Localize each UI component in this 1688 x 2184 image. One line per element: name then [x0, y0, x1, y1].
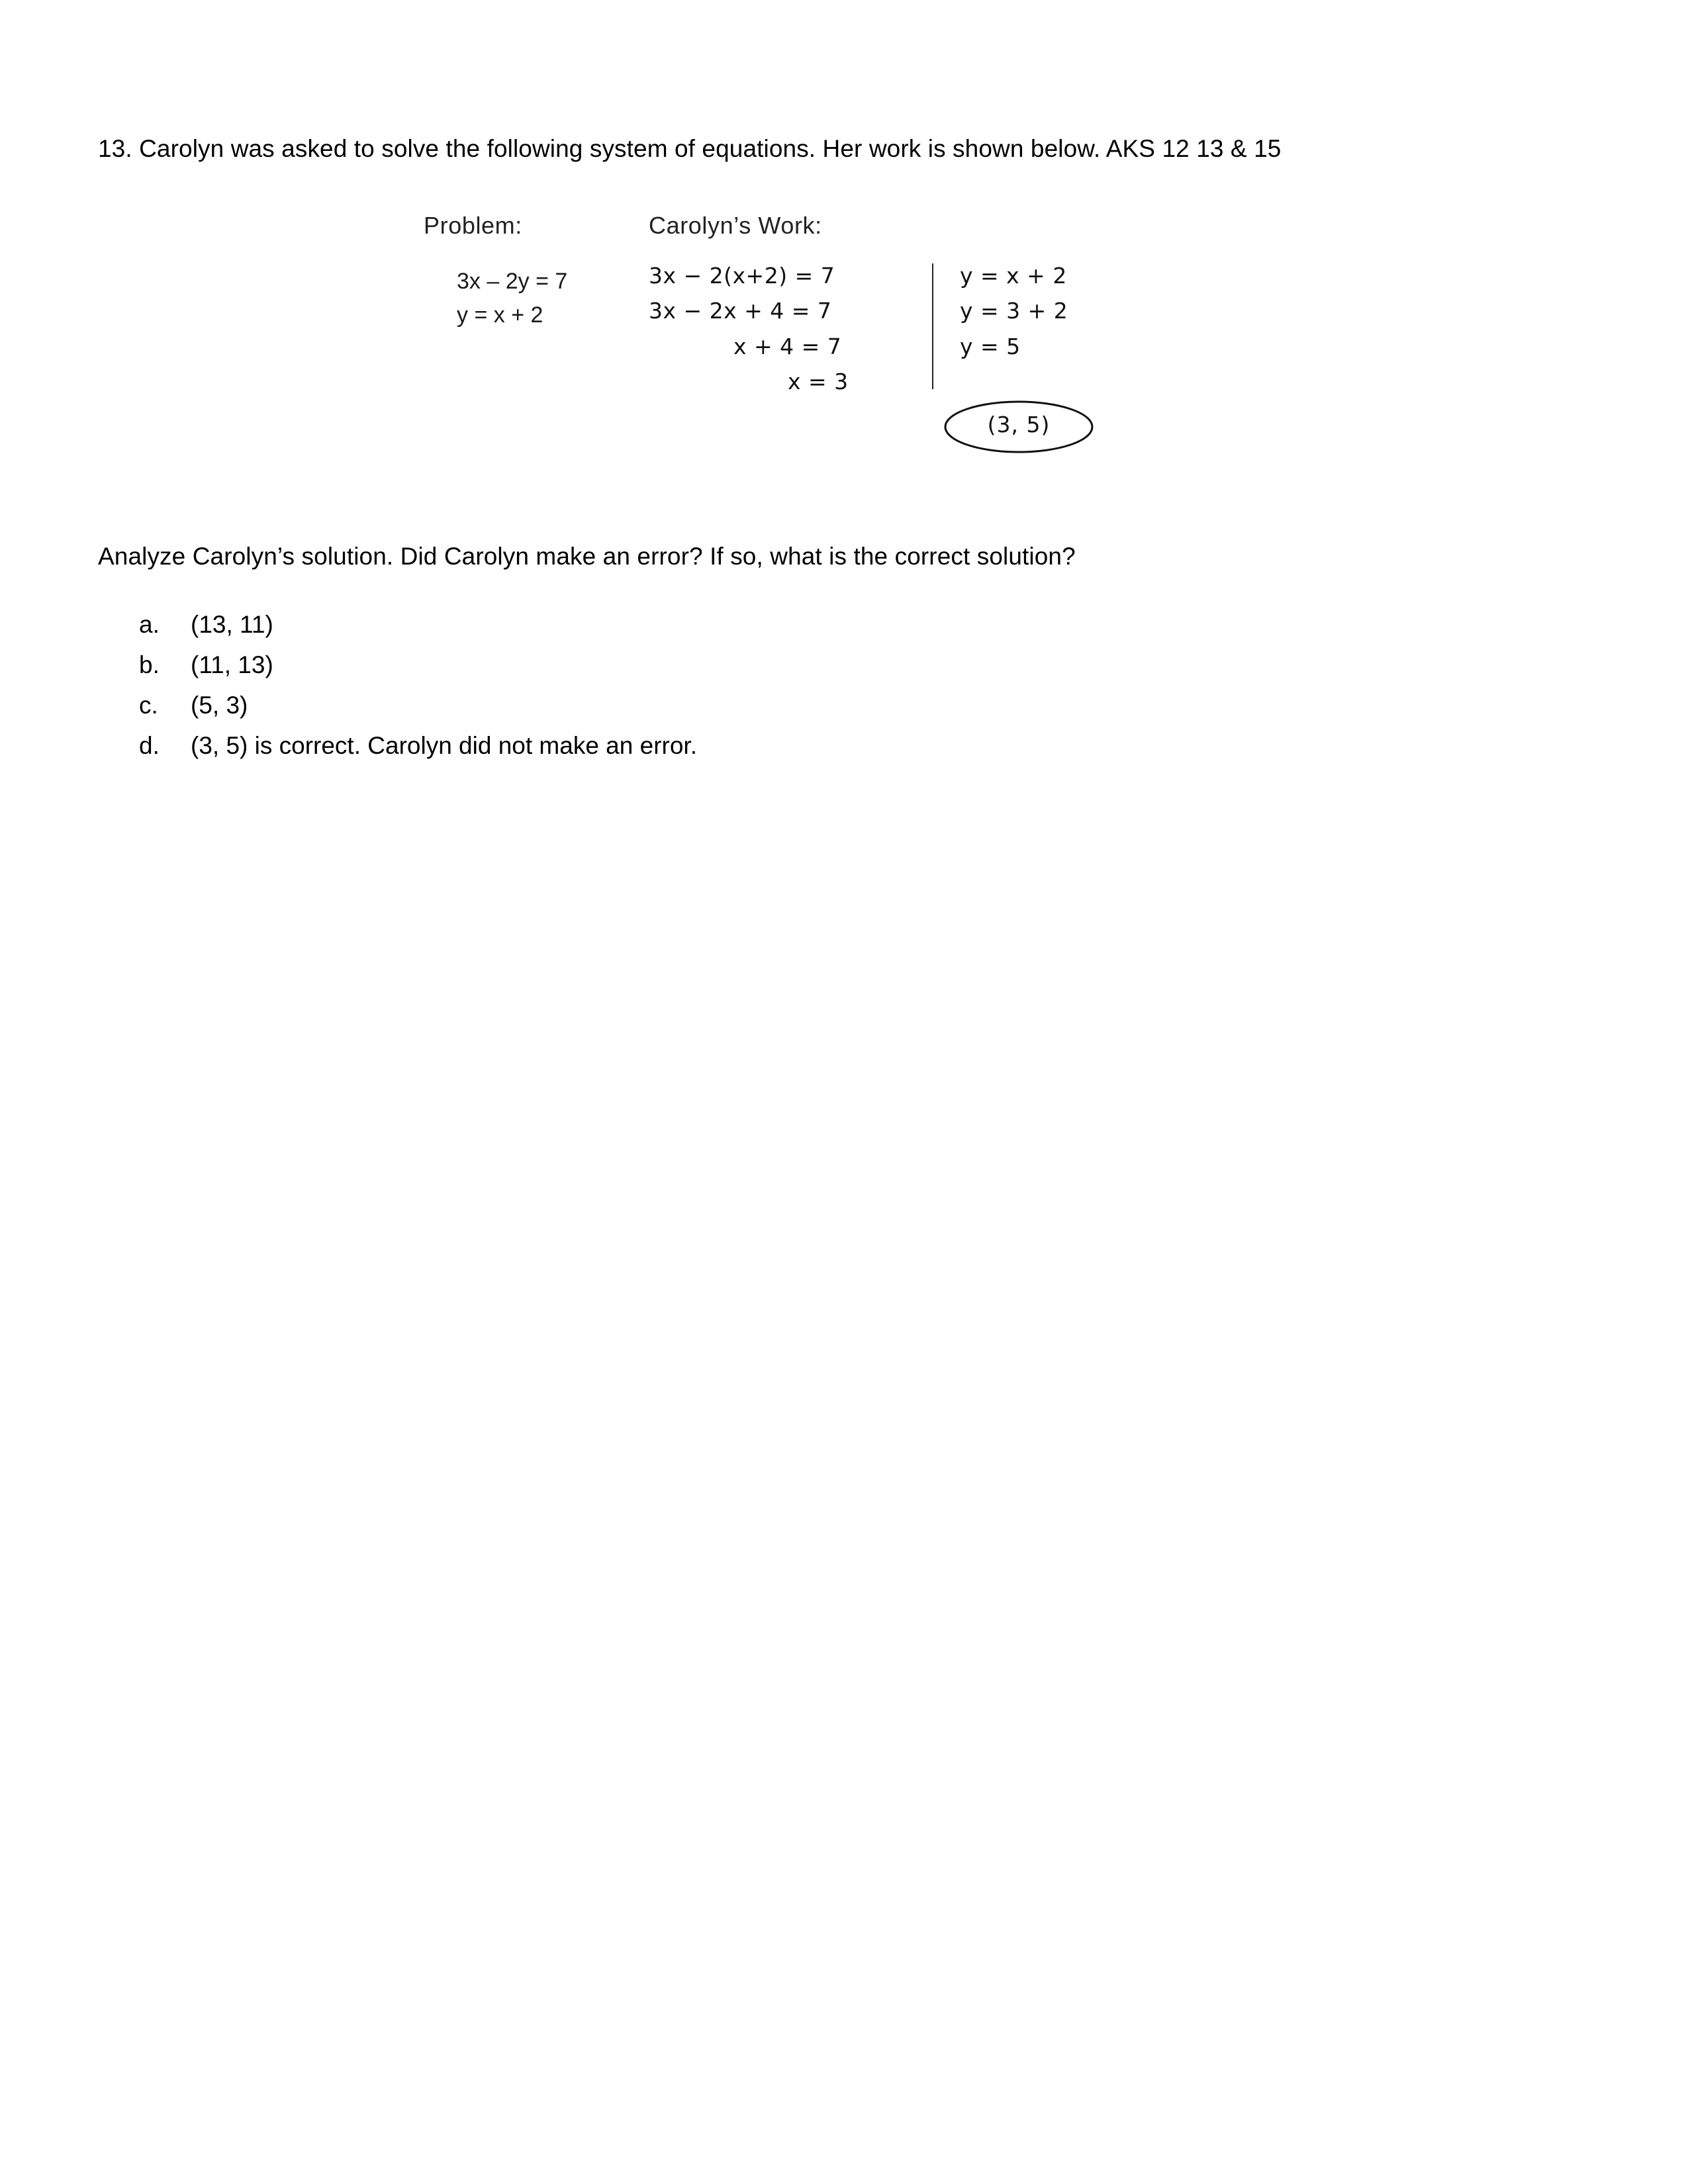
choice-a-text: (13, 11) [191, 611, 273, 638]
problem-equation-2: y = x + 2 [457, 302, 543, 328]
solve-for-y-steps [960, 258, 1185, 364]
circled-answer-text: (3, 5) [987, 412, 1051, 437]
question-stem: 13. Carolyn was asked to solve the following system of equations. Her work is shown below. AKS 12 13 & 15 [98, 135, 1282, 162]
choice-a-letter: a. [139, 611, 160, 638]
solve-step-1: y = x + 2 [960, 263, 1067, 289]
problem-equation-1: 3x – 2y = 7 [457, 269, 568, 294]
solve-step-3: y = 5 [960, 333, 1021, 359]
carolyns-work-heading: Carolyn’s Work: [649, 212, 822, 239]
work-step-1: 3x − 2(x+2) = 7 [649, 263, 835, 289]
choice-b[interactable] [139, 653, 1463, 677]
choice-c[interactable] [139, 693, 1463, 717]
analyze-prompt: Analyze Carolyn’s solution. Did Carolyn make an error? If so, what is the correct solution? [98, 543, 1076, 570]
work-step-2: 3x − 2x + 4 = 7 [649, 298, 832, 324]
circled-answer [943, 398, 1095, 455]
problem-heading: Problem: [424, 212, 522, 239]
work-headings [397, 212, 1324, 251]
choice-b-text: (11, 13) [191, 651, 273, 678]
answer-choices [139, 612, 1463, 774]
choice-a[interactable] [139, 612, 1463, 637]
work-steps [649, 258, 914, 400]
choice-b-letter: b. [139, 651, 160, 678]
choice-d[interactable] [139, 733, 1463, 758]
student-work-block [397, 212, 1324, 437]
choice-d-letter: d. [139, 732, 160, 759]
choice-d-text: (3, 5) is correct. Carolyn did not make an error. [191, 732, 697, 759]
solve-step-2: y = 3 + 2 [960, 298, 1068, 324]
choice-c-text: (5, 3) [191, 692, 248, 719]
work-step-3: x + 4 = 7 [733, 333, 842, 359]
work-step-4: x = 3 [788, 369, 849, 395]
choice-c-letter: c. [139, 692, 158, 719]
vertical-divider [932, 263, 933, 389]
problem-equations [457, 265, 567, 332]
